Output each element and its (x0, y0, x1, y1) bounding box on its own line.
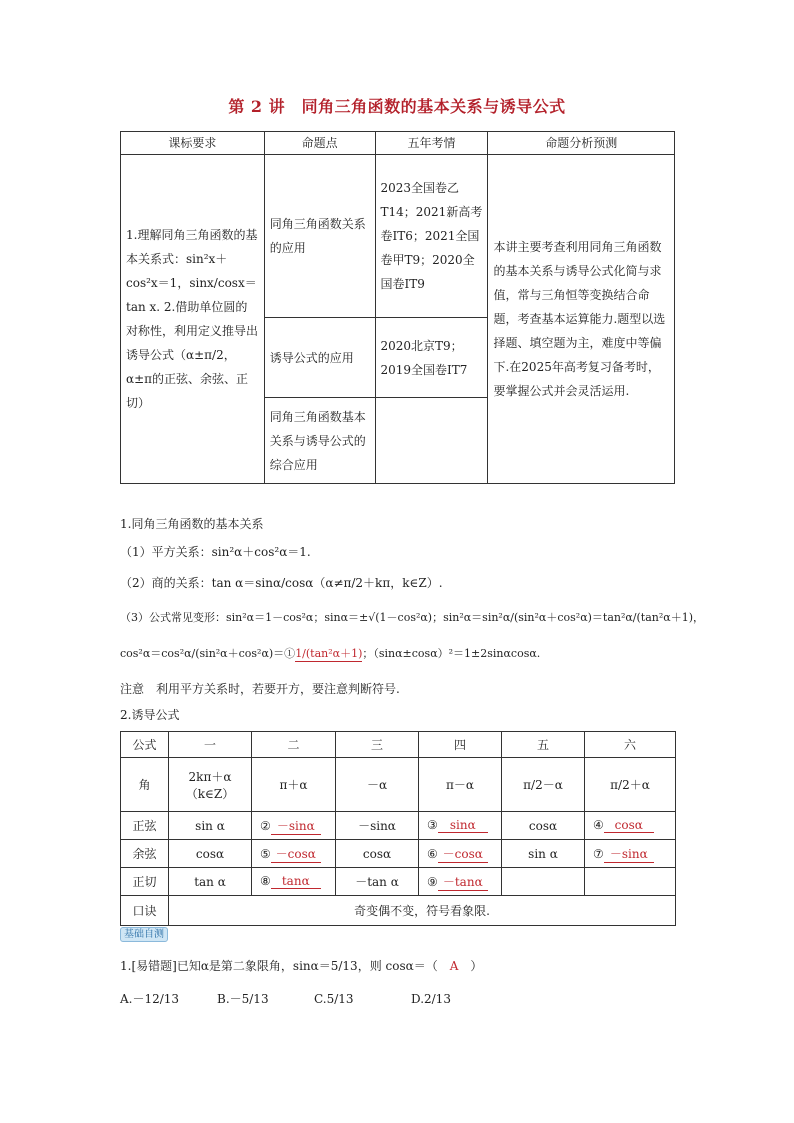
trig-cell (502, 868, 585, 896)
option-a: A.－12/13 (120, 992, 180, 1006)
overview-row (121, 155, 675, 318)
header-cell: 五年考情 (375, 132, 488, 155)
header-cell: 一 (169, 732, 252, 758)
question-1 (120, 957, 482, 974)
blank-number: ③ (427, 818, 438, 832)
blank-number: ⑨ (427, 874, 438, 889)
header-cell: 三 (336, 732, 419, 758)
mnemonic-row (121, 896, 676, 926)
option-d: D.2/13 (411, 992, 451, 1006)
angle-cell: －α (336, 758, 419, 812)
quotient-relation: （2）商的关系：tan α＝sinα/cosα（α≠π/2＋kπ，k∈Z）. (120, 576, 443, 590)
options (120, 990, 508, 1007)
variant-formulas: （3）公式常见变形：sin²α＝1－cos²α；sinα＝±√(1－cos²α)；sin²α＝sin²α/(sin²α＋cos²α)＝tan²α/(tan²α＋1)， (120, 611, 704, 624)
header-cell: 公式 (121, 732, 169, 758)
blank-number: ⑦ (593, 846, 604, 861)
header-cell: 命题分析预测 (488, 132, 675, 155)
trig-cell: sin α (169, 812, 252, 840)
trig-cell (585, 840, 676, 868)
trig-cell: tan α (169, 868, 252, 896)
trig-cell: cosα (336, 840, 419, 868)
angle-cell: 2kπ＋α（k∈Z） (169, 758, 252, 812)
self-test-badge: 基础自测 (120, 927, 168, 942)
trig-row (121, 840, 676, 868)
trig-row (121, 812, 676, 840)
trig-cell: cosα (169, 840, 252, 868)
row-label: 角 (121, 758, 169, 812)
answer-blank: －sinα (271, 817, 321, 835)
angle-cell: π/2＋α (585, 758, 676, 812)
exam-cell: 2023全国卷乙T14；2021新高考卷ⅠT6；2021全国卷甲T9；2020全国卷ⅠT9 (375, 155, 488, 318)
point-cell: 诱导公式的应用 (264, 318, 375, 398)
question-text: 1.[易错题]已知α是第二象限角，sinα＝5/13，则 cosα＝（ (120, 959, 450, 973)
answer-blank: －cosα (271, 845, 321, 863)
blank-number: ⑧ (260, 874, 271, 888)
trig-row (121, 868, 676, 896)
page-title: 第 2 讲 同角三角函数的基本关系与诱导公式 (228, 97, 566, 116)
blank-number: ④ (593, 818, 604, 832)
row-label: 正弦 (121, 812, 169, 840)
cos-square-text: cos²α＝cos²α/(sin²α＋cos²α)＝① (120, 647, 296, 660)
analysis-cell: 本讲主要考查利用同角三角函数的基本关系与诱导公式化简与求值，常与三角恒等变换结合命题，考查基本运算能力.题型以选择题、填空题为主，难度中等偏下.在2025年高考复习备考时，要掌握公式并会灵活运用. (488, 155, 675, 484)
answer-blank: －tanα (438, 873, 488, 891)
question-answer: A (449, 959, 459, 973)
trig-cell (419, 868, 502, 896)
blank-number: ⑥ (427, 846, 438, 861)
trig-cell: sin α (502, 840, 585, 868)
section2-heading: 2.诱导公式 (120, 708, 180, 722)
option-c: C.5/13 (314, 992, 354, 1006)
square-relation: （1）平方关系：sin²α＋cos²α＝1. (120, 545, 311, 559)
row-label: 口诀 (121, 896, 169, 926)
trig-cell: －tan α (336, 868, 419, 896)
trig-cell (419, 840, 502, 868)
trig-cell (585, 868, 676, 896)
overview-header-row (121, 132, 675, 155)
overview-table (120, 131, 675, 484)
trig-cell (252, 840, 336, 868)
trig-cell (252, 868, 336, 896)
note: 注意 利用平方关系时，若要开方，要注意判断符号. (120, 682, 400, 696)
point-cell: 同角三角函数基本关系与诱导公式的综合应用 (264, 398, 375, 484)
trig-cell: cosα (502, 812, 585, 840)
header-cell: 命题点 (264, 132, 375, 155)
row-label: 余弦 (121, 840, 169, 868)
formula-header-row (121, 732, 676, 758)
trig-cell (585, 812, 676, 840)
section1-heading: 1.同角三角函数的基本关系 (120, 517, 264, 531)
header-cell: 五 (502, 732, 585, 758)
angle-cell: π－α (419, 758, 502, 812)
answer-blank: －cosα (438, 845, 488, 863)
trig-cell (419, 812, 502, 840)
exam-cell: 2020北京T9；2019全国卷ⅠT7 (375, 318, 488, 398)
angle-row (121, 758, 676, 812)
cos-square-tail: ；（sinα±cosα）²＝1±2sinαcosα. (362, 647, 541, 660)
header-cell: 四 (419, 732, 502, 758)
answer-blank: －sinα (604, 845, 654, 863)
answer-blank: tanα (271, 874, 321, 889)
trig-cell (252, 812, 336, 840)
cos-square-formula (120, 645, 540, 662)
row-label: 正切 (121, 868, 169, 896)
point-cell: 同角三角函数关系的应用 (264, 155, 375, 318)
answer-blank: sinα (438, 818, 488, 833)
header-cell: 六 (585, 732, 676, 758)
exam-cell (375, 398, 488, 484)
trig-cell: －sinα (336, 812, 419, 840)
blank-number: ② (260, 818, 271, 833)
answer-blank-1: 1/(tan²α＋1) (295, 647, 363, 660)
angle-cell: π/2－α (502, 758, 585, 812)
mnemonic-cell: 奇变偶不变，符号看象限. (169, 896, 676, 926)
header-cell: 二 (252, 732, 336, 758)
question-end: ） (458, 959, 483, 973)
induction-formula-table (120, 731, 676, 926)
option-b: B.－5/13 (217, 992, 269, 1006)
header-cell: 课标要求 (121, 132, 265, 155)
angle-cell: π＋α (252, 758, 336, 812)
blank-number: ⑤ (260, 846, 271, 861)
requirements-cell: 1.理解同角三角函数的基本关系式：sin²x＋cos²x＝1，sinx/cosx＝tan x. 2.借助单位圆的对称性，利用定义推导出诱导公式（α±π/2，α±π的正弦、余弦、正切） (121, 155, 265, 484)
answer-blank: cosα (604, 818, 654, 833)
